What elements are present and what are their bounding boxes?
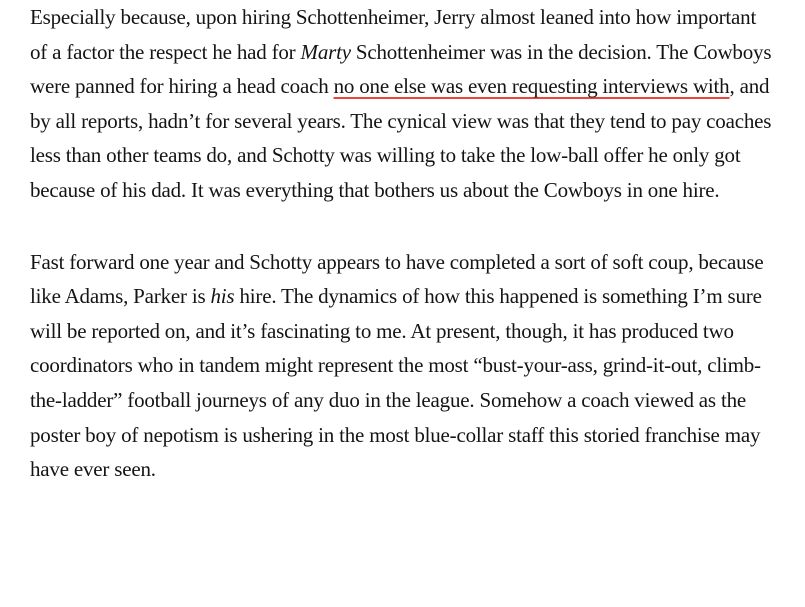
paragraph-2-text: hire. The dynamics of how this happened is something I’m sure will be reported on, and it’s fascinating to me. At present, though, it has produced two coordinators who in tandem might represent the most “bust-your-ass, grind-it-out, climb-the-ladder” football journeys of any duo in the league. Somehow a coach viewed as the poster boy of nepotism is ushering in the most blue-collar staff this storied franchise may have ever seen. <box>30 284 762 482</box>
paragraph-1-text: , and by all reports, hadn’t for several years. The cynical view was that they tend to pay coaches less than other teams do, and Schotty was willing to take the low-ball offer he only got because of his dad. It was everything that bothers us about the Cowboys in one hire. <box>30 74 772 202</box>
inline-link-interviews[interactable]: no one else was even requesting interviews with <box>333 74 730 99</box>
article-body <box>30 0 775 487</box>
italic-word-his: his <box>210 284 235 309</box>
paragraph-1 <box>30 0 775 208</box>
paragraph-2-text: Fast forward one year and Schotty appears to have completed a sort of soft coup, because like Adams, Parker is <box>30 249 764 309</box>
paragraph-2 <box>30 245 775 487</box>
paragraph-1-text: Especially because, upon hiring Schottenheimer, Jerry almost leaned into how important of a factor the respect he had for <box>30 5 757 64</box>
paragraph-1-text: Schottenheimer was in the decision. The Cowboys were panned for hiring a head coach <box>30 39 772 99</box>
italic-word-marty: Marty <box>300 39 351 64</box>
